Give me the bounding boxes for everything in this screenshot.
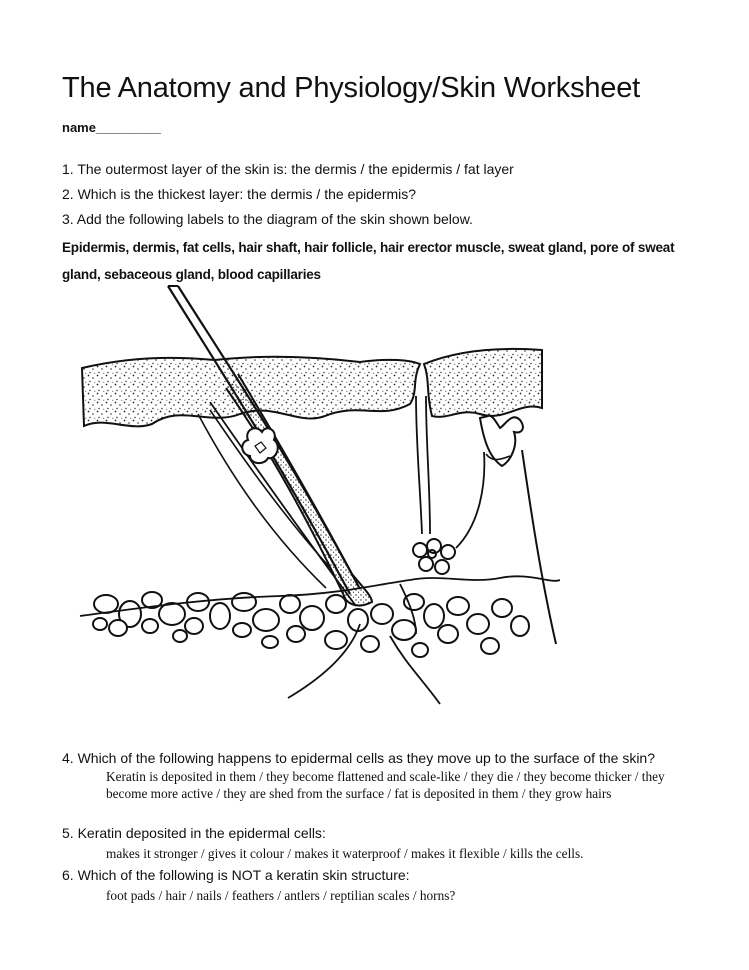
sweat-gland (413, 539, 455, 574)
skin-diagram (60, 284, 560, 724)
label-list: Epidermis, dermis, fat cells, hair shaft, hair follicle, hair erector muscle, sweat gland, pore of sweat gland, sebaceous gland, blood capillaries (62, 240, 675, 282)
question-6-options: foot pads / hair / nails / feathers / antlers / reptilian scales / horns? (106, 888, 456, 903)
name-field: name_________ (62, 120, 162, 135)
epidermis-right (424, 349, 542, 417)
question-4-options: Keratin is deposited in them / they become flattened and scale-like / they die / they become thicker / they become more active / they are shed from the surface / fat is deposited in them / they grow hairs (106, 769, 665, 801)
sweat-duct (416, 396, 430, 534)
question-1: 1. The outermost layer of the skin is: the dermis / the epidermis / fat layer (62, 161, 514, 177)
question-5-options: makes it stronger / gives it colour / makes it waterproof / makes it flexible / kills the cells. (106, 846, 584, 861)
fat-cells (93, 592, 529, 657)
question-3: 3. Add the following labels to the diagram of the skin shown below. (62, 211, 473, 227)
question-4: 4. Which of the following happens to epidermal cells as they move up to the surface of the skin? (62, 750, 655, 766)
sebaceous-gland (242, 428, 278, 463)
question-2: 2. Which is the thickest layer: the dermis / the epidermis? (62, 186, 417, 202)
question-6: 6. Which of the following is NOT a keratin skin structure: (62, 867, 410, 883)
question-5: 5. Keratin deposited in the epidermal cells: (62, 825, 326, 841)
worksheet-title: The Anatomy and Physiology/Skin Worksheet (62, 72, 641, 104)
